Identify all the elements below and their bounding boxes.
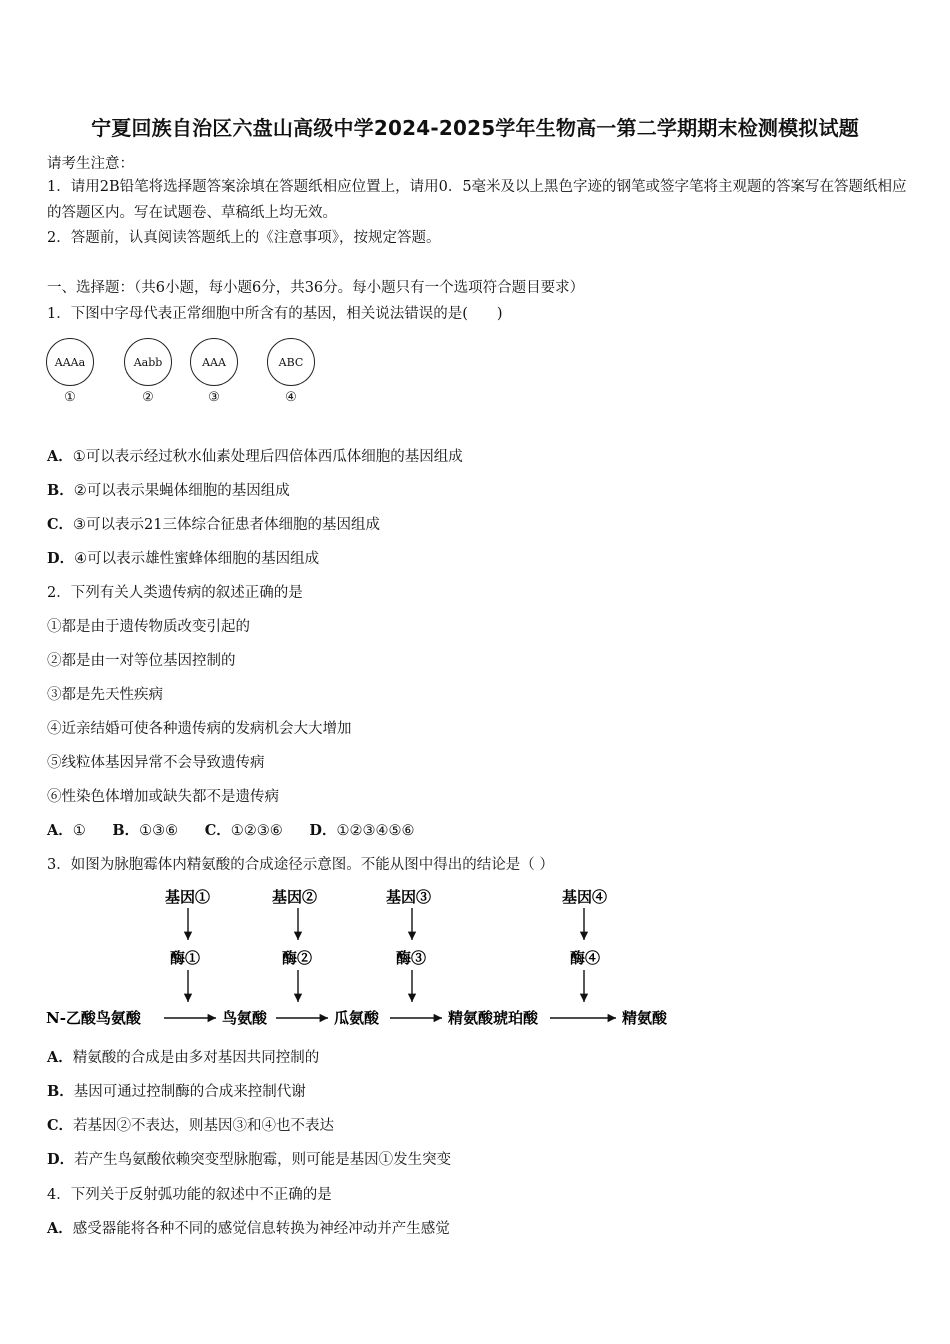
notice-heading: 请考生注意： (47, 156, 134, 172)
option-text: 基因可通过控制酶的合成来控制代谢 (73, 1084, 306, 1100)
notice-item-2: 2．答题前，认真阅读答题纸上的《注意事项》，按规定答题。 (47, 230, 441, 246)
enzyme-label: 酶③ (396, 949, 427, 967)
option-text: ④可以表示雄性蜜蜂体细胞的基因组成 (74, 551, 320, 567)
q2-stem: 2．下列有关人类遗传病的叙述正确的是 (47, 585, 303, 601)
compound-label: 瓜氨酸 (334, 1009, 380, 1027)
q2-option-b[interactable] (112, 823, 178, 839)
q2-statement: ③都是先天性疾病 (47, 687, 163, 703)
option-letter: B． (47, 482, 74, 499)
cell-diagram-2 (124, 338, 172, 386)
q2-statement: ②都是由一对等位基因控制的 (47, 653, 236, 669)
option-text: 精氨酸的合成是由多对基因共同控制的 (72, 1050, 320, 1066)
option-letter: B． (47, 1083, 74, 1100)
option-text: ①②③⑥ (230, 823, 283, 839)
compound-label: N-乙酸鸟氨酸 (46, 1009, 141, 1027)
compound-label: 精氨酸琥珀酸 (448, 1009, 539, 1027)
q1-option-d[interactable] (47, 547, 319, 568)
option-letter: A． (47, 1220, 73, 1237)
q3-option-b[interactable] (47, 1080, 306, 1101)
cell-number: ④ (285, 390, 297, 405)
option-text: ①可以表示经过秋水仙素处理后四倍体西瓜体细胞的基因组成 (72, 449, 463, 465)
enzyme-label: 酶④ (570, 949, 601, 967)
option-letter: C． (47, 516, 74, 533)
option-text: ③可以表示21三体综合征患者体细胞的基因组成 (73, 517, 380, 533)
cell-label: AAAa (54, 355, 86, 369)
option-letter: C． (204, 822, 231, 839)
gene-label: 基因② (272, 888, 318, 906)
q4-stem: 4．下列关于反射弧功能的叙述中不正确的是 (47, 1187, 332, 1203)
q3-option-a[interactable] (47, 1046, 319, 1067)
q2-statement: ⑤线粒体基因异常不会导致遗传病 (47, 755, 265, 771)
page-title: 宁夏回族自治区六盘山高级中学2024-2025学年生物高一第二学期期末检测模拟试题 (91, 116, 859, 140)
q2-statement: ④近亲结婚可使各种遗传病的发病机会大大增加 (47, 721, 352, 737)
cell-number: ② (142, 390, 154, 405)
q2-statement: ①都是由于遗传物质改变引起的 (47, 619, 250, 635)
cell-number: ① (64, 390, 76, 405)
compound-label: 精氨酸 (622, 1009, 668, 1027)
q1-stem: 1．下图中字母代表正常细胞中所含有的基因，相关说法错误的是( ) (47, 306, 503, 322)
enzyme-label: 酶② (282, 949, 313, 967)
cell-label: AAA (202, 355, 226, 369)
section-heading: 一、选择题：（共6小题，每小题6分，共36分。每小题只有一个选项符合题目要求） (47, 280, 585, 296)
q2-option-c[interactable] (205, 823, 283, 839)
option-letter: D． (309, 822, 337, 839)
q2-option-a[interactable] (47, 823, 86, 839)
q3-stem: 3．如图为脉胞霉体内精氨酸的合成途径示意图。不能从图中得出的结论是（ ） (47, 857, 554, 873)
option-letter: A． (47, 448, 73, 465)
cell-diagram-4 (267, 338, 315, 386)
option-letter: A． (47, 1049, 73, 1066)
option-text: ②可以表示果蝇体细胞的基因组成 (73, 483, 290, 499)
gene-label: 基因④ (562, 888, 608, 906)
cell-diagram-1 (46, 338, 94, 386)
compound-label: 鸟氨酸 (222, 1009, 268, 1027)
option-text: ①③⑥ (139, 823, 179, 839)
q1-option-a[interactable] (47, 445, 463, 466)
option-text: 若基因②不表达，则基因③和④也不表达 (73, 1118, 335, 1134)
option-text: ① (72, 823, 86, 839)
enzyme-label: 酶① (170, 949, 201, 967)
arginine-pathway-diagram (40, 880, 700, 1040)
q1-option-c[interactable] (47, 513, 380, 534)
option-letter: D． (47, 1151, 75, 1168)
q4-option-a[interactable] (47, 1217, 450, 1238)
q2-answer-options (47, 819, 436, 840)
cell-label: Aabb (133, 355, 163, 369)
q1-option-b[interactable] (47, 479, 290, 500)
option-letter: A． (47, 822, 73, 839)
option-letter: D． (47, 550, 75, 567)
q2-statement: ⑥性染色体增加或缺失都不是遗传病 (47, 789, 279, 805)
cell-label: ABC (278, 355, 304, 369)
option-text: 感受器能将各种不同的感觉信息转换为神经冲动并产生感觉 (72, 1221, 450, 1237)
q3-option-c[interactable] (47, 1114, 334, 1135)
cell-number: ③ (208, 390, 220, 405)
option-letter: C． (47, 1117, 74, 1134)
cell-diagram-3 (190, 338, 238, 386)
q2-option-d[interactable] (309, 823, 414, 839)
option-text: 若产生鸟氨酸依赖突变型脉胞霉，则可能是基因①发生突变 (74, 1152, 452, 1168)
gene-label: 基因① (165, 888, 211, 906)
option-letter: B． (112, 822, 140, 839)
q3-option-d[interactable] (47, 1148, 451, 1169)
gene-label: 基因③ (386, 888, 432, 906)
option-text: ①②③④⑤⑥ (336, 823, 415, 839)
notice-item-1: 1．请用2B铅笔将选择题答案涂填在答题纸相应位置上，请用0．5毫米及以上黑色字迹的钢笔或签字笔将主观题的答案写在答题纸相应的答题区内。写在试题卷、草稿纸上均无效。 (47, 179, 907, 221)
